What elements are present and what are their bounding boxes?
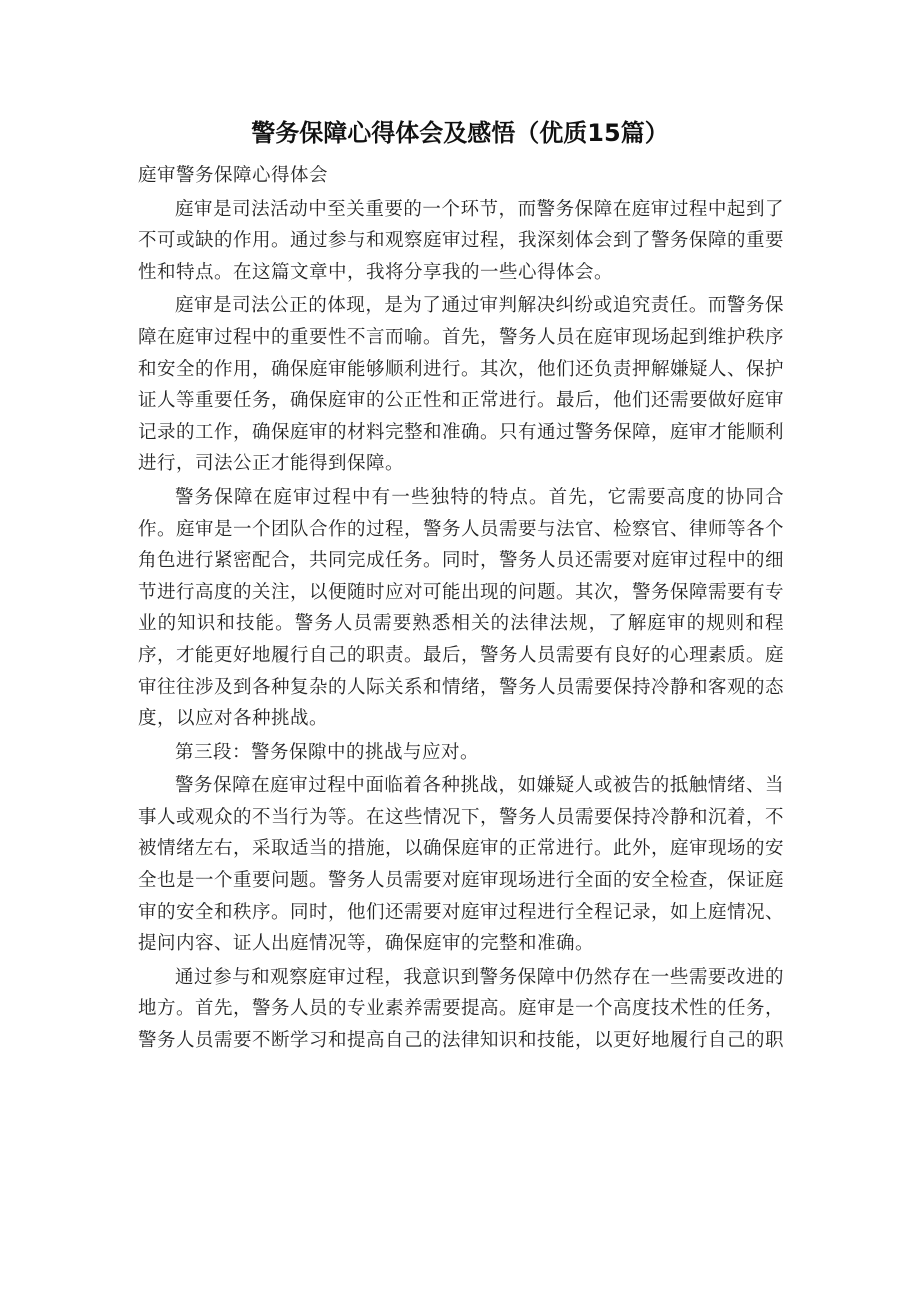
section-subtitle: 庭审警务保障心得体会 bbox=[138, 165, 329, 186]
paragraph: 警务保障在庭审过程中有一些独特的特点。首先，它需要高度的协同合作。庭审是一个团队合作的过程，警务人员需要与法官、检察官、律师等各个角色进行紧密配合，共同完成任务。同时，警务人员还需要对庭审过程中的细节进行高度的关注，以便随时应对可能出现的问题。其次，警务保障需要有专业的知识和技能。警务人员需要熟悉相关的法律法规，了解庭审的规则和程序，才能更好地履行自己的职责。最后，警务人员需要有良好的心理素质。庭审往往涉及到各种复杂的人际关系和情绪，警务人员需要保持冷静和客观的态度，以应对各种挑战。 bbox=[138, 486, 785, 730]
section-heading: 第三段：警务保隙中的挑战与应对。 bbox=[175, 741, 480, 763]
paragraph: 庭审是司法活动中至关重要的一个环节，而警务保障在庭审过程中起到了不可或缺的作用。通过参与和观察庭审过程，我深刻体会到了警务保障的重要性和特点。在这篇文章中，我将分享我的一些心得体会。 bbox=[138, 198, 785, 283]
document-body bbox=[138, 160, 784, 1057]
paragraph: 庭审是司法公正的体现，是为了通过审判解决纠纷或追究责任。而警务保障在庭审过程中的重要性不言而喻。首先，警务人员在庭审现场起到维护秩序和安全的作用，确保庭审能够顺利进行。其次，他们还负责押解嫌疑人、保护证人等重要任务，确保庭审的公正性和正常进行。最后，他们还需要做好庭审记录的工作，确保庭审的材料完整和准确。只有通过警务保障，庭审才能顺利进行，司法公正才能得到保障。 bbox=[138, 295, 785, 475]
paragraph: 通过参与和观察庭审过程，我意识到警务保障中仍然存在一些需要改进的地方。首先，警务人员的专业素养需要提高。庭审是一个高度技术性的任务，警务人员需要不断学习和提高自己的法律知识和技能，以更好地履行自己的职 bbox=[138, 966, 785, 1052]
document-title: 警务保障心得体会及感悟（优质15篇） bbox=[251, 119, 669, 147]
paragraph: 警务保障在庭审过程中面临着各种挑战，如嫌疑人或被告的抵触情绪、当事人或观众的不当行为等。在这些情况下，警务人员需要保持冷静和沉着，不被情绪左右，采取适当的措施，以确保庭审的正常进行。此外，庭审现场的安全也是一个重要问题。警务人员需要对庭审现场进行全面的安全检查，保证庭审的安全和秩序。同时，他们还需要对庭审过程进行全程记录，如上庭情况、提问内容、证人出庭情况等，确保庭审的完整和准确。 bbox=[138, 775, 785, 955]
